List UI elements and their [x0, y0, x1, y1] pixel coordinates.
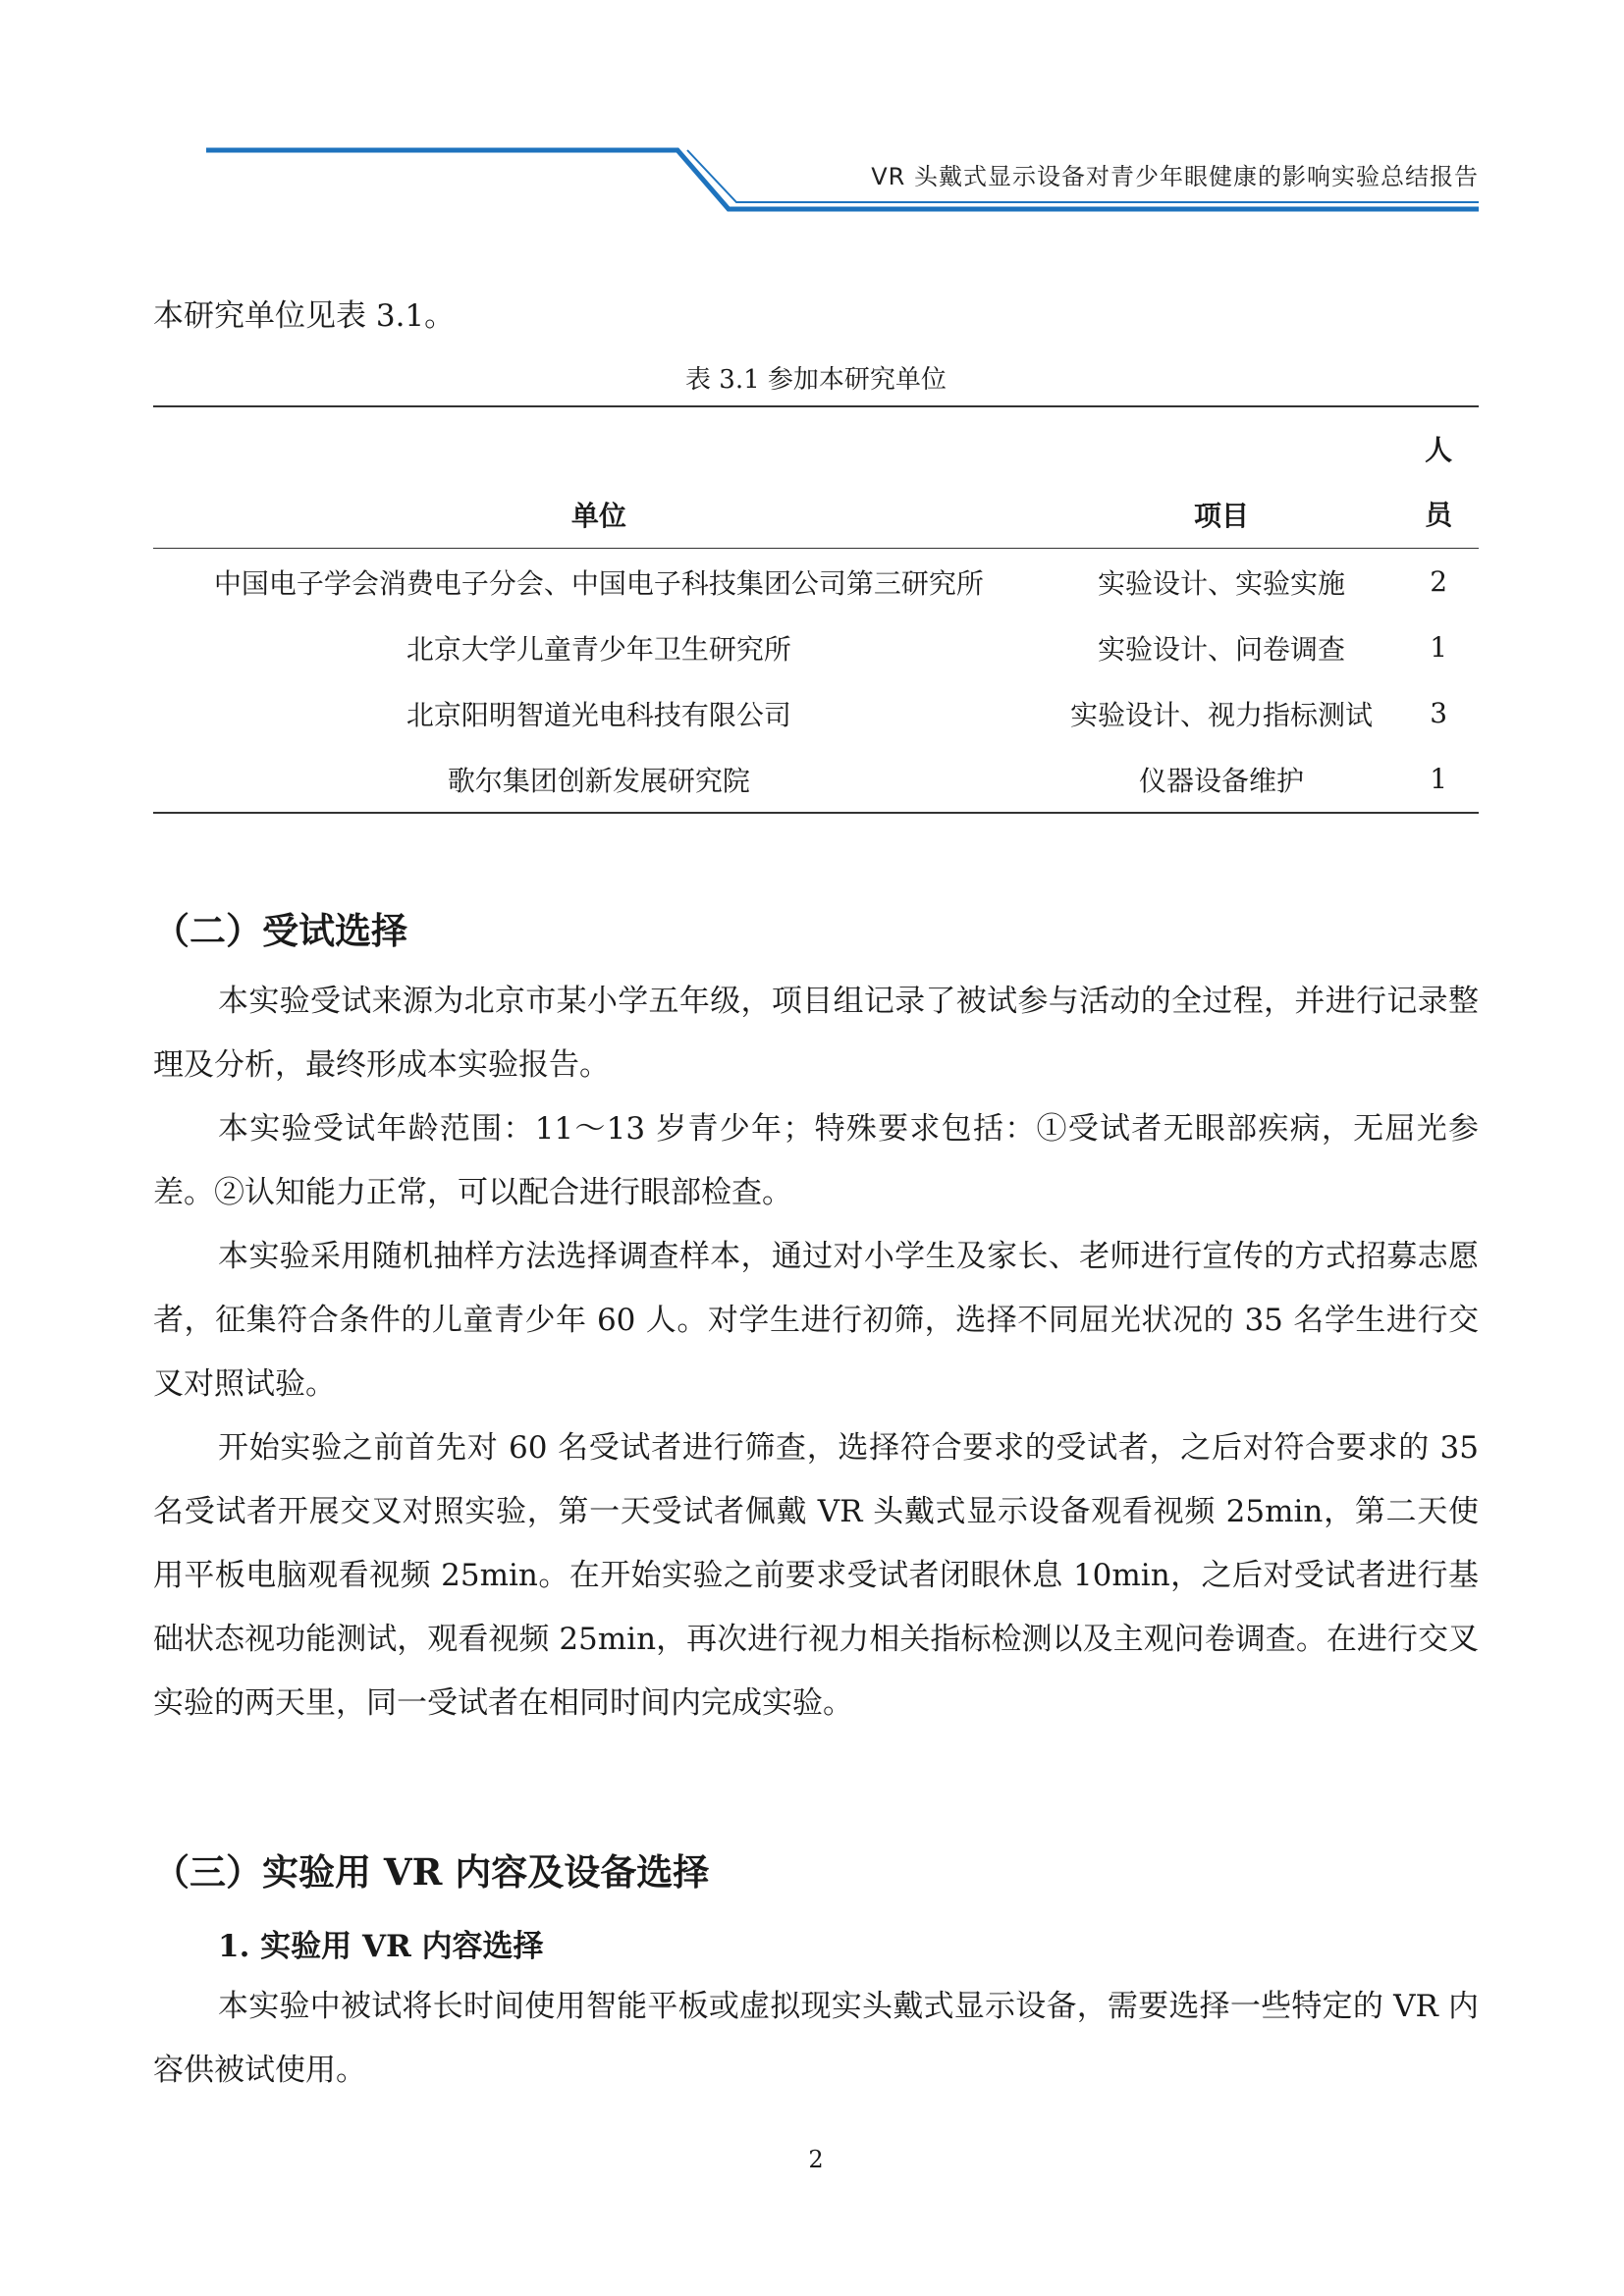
units-table: [153, 405, 1479, 814]
cell-count: 1: [1430, 763, 1448, 795]
table-row: [153, 549, 1479, 615]
cell-unit: 北京大学儿童青少年卫生研究所: [406, 632, 791, 666]
cell-unit: 北京阳明智道光电科技有限公司: [406, 698, 791, 731]
header-item: 项目: [1193, 500, 1249, 532]
cell-item: 仪器设备维护: [1138, 764, 1304, 797]
cell-unit: 歌尔集团创新发展研究院: [447, 764, 750, 797]
cell-count: 3: [1430, 697, 1448, 729]
section2-paragraph-4: 开始实验之前首先对 60 名受试者进行筛查，选择符合要求的受试者，之后对符合要求的 35 名受试者开展交叉对照实验，第一天受试者佩戴 VR 头戴式显示设备观看视频 25min，第二天使用平板电脑观看视频 25min。在开始实验之前要求受试者闭眼休息 10min，之后对受试者进行基础状态视功能测试，观看视频 25min，再次进行视力相关指标检测以及主观问卷调查。在进行交叉实验的两天里，同一受试者在相同时间内完成实验。: [153, 1430, 1479, 1721]
header-unit: 单位: [570, 500, 626, 532]
cell-unit: 中国电子学会消费电子分会、中国电子科技集团公司第三研究所: [213, 566, 984, 600]
section2-heading: （二）受试选择: [153, 909, 407, 952]
cell-item: 实验设计、视力指标测试: [1069, 698, 1373, 731]
lead-sentence: 本研究单位见表 3.1。: [153, 298, 456, 334]
section3-heading: （三）实验用 VR 内容及设备选择: [153, 1850, 710, 1894]
table-caption: 表 3.1 参加本研究单位: [685, 365, 947, 395]
header-count: [1398, 406, 1479, 549]
cell-count: 1: [1430, 631, 1448, 664]
cell-count: 2: [1430, 565, 1448, 598]
section3-paragraph: 本实验中被试将长时间使用智能平板或虚拟现实头戴式显示设备，需要选择一些特定的 VR 内容供被试使用。: [153, 1989, 1479, 2088]
section2-paragraph-3: 本实验采用随机抽样方法选择调查样本，通过对小学生及家长、老师进行宣传的方式招募志愿者，征集符合条件的儿童青少年 60 人。对学生进行初筛，选择不同屈光状况的 35 名学生进行交叉对照试验。: [153, 1239, 1479, 1402]
table-row: [153, 614, 1479, 680]
page-number: 2: [808, 2146, 824, 2173]
table-header-row: [153, 406, 1479, 549]
section2-paragraph-2: 本实验受试年龄范围：11～13 岁青少年；特殊要求包括：①受试者无眼部疾病，无屈光参差。②认知能力正常，可以配合进行眼部检查。: [153, 1111, 1479, 1210]
table-row: [153, 746, 1479, 813]
header-title: VR 头戴式显示设备对青少年眼健康的影响实验总结报告: [871, 163, 1479, 190]
section3-subheading: 1. 实验用 VR 内容选择: [218, 1929, 544, 1964]
header-count-top: 人: [1425, 434, 1453, 466]
cell-item: 实验设计、实验实施: [1097, 566, 1345, 600]
header-decoration-line: [0, 0, 1624, 236]
cell-item: 实验设计、问卷调查: [1097, 632, 1345, 666]
header-count-bottom: 员: [1425, 499, 1453, 531]
section2-paragraph-1: 本实验受试来源为北京市某小学五年级，项目组记录了被试参与活动的全过程，并进行记录整理及分析，最终形成本实验报告。: [153, 984, 1479, 1083]
table-row: [153, 680, 1479, 746]
